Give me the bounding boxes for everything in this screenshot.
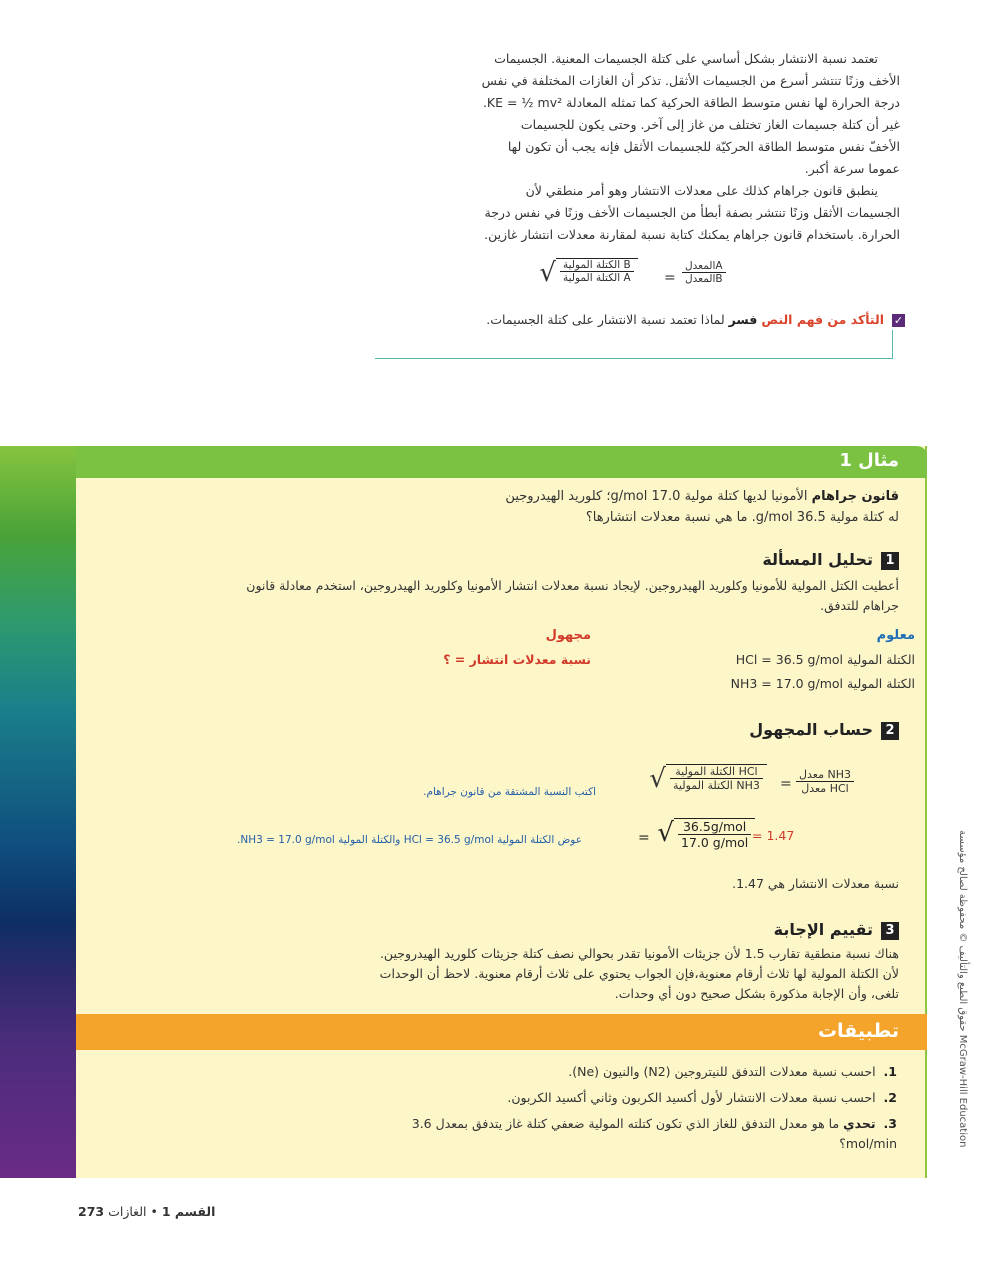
intro-line: ينطبق قانون جراهام كذلك على معدلات الانتشار وهو أمر منطقي لأن: [525, 183, 878, 198]
f1-note: اكتب النسبة المشتقة من قانون جراهام.: [423, 786, 596, 798]
known-item: الكتلة المولية HCl = 36.5 g/mol: [735, 652, 915, 667]
reading-check-text: لماذا تعتمد نسبة الانتشار على كتلة الجسيمات.: [486, 312, 725, 327]
step3-text: [99, 944, 899, 1004]
rate-b: المعدلB: [685, 273, 723, 285]
item-text: ما هو معدل التدفق للغاز الذي تكون كتلته المولية ضعفي كتلة غاز يتدفق بمعدل 3.6 mol/min؟: [411, 1116, 897, 1151]
problem-statement: [99, 486, 899, 528]
step2-title: حساب المجهول: [749, 720, 873, 739]
intro-line: الأخفّ نفس متوسط الطاقة الحركيّة للجسيمات الأثقل فإنه يجب أن تكون لها: [507, 139, 900, 154]
f2-note: عوض الكتلة المولية HCl = 36.5 g/mol والكتلة المولية NH3 = 17.0 g/mol.: [237, 834, 582, 846]
f1-mass-den: الكتلة المولية NH3: [673, 779, 760, 792]
graham-formula: √ $\frac{\text{الكتلة المولية B}}{\text{الكتلة المولية A}}$ = المعدلA المعدلB: [548, 258, 738, 300]
problem-line: الأمونيا لديها كتلة مولية 17.0 g/mol؛ كلوريد الهيدروجين: [505, 489, 812, 504]
unknown-block: [371, 624, 591, 672]
applications-list: [377, 1062, 897, 1160]
applications-title: تطبيقات: [817, 1020, 899, 1042]
intro-line: تعتمد نسبة الانتشار بشكل أساسي على كتلة الجسيمات المعنية. الجسيمات: [494, 51, 878, 66]
step3-line: لأن الكتلة المولية لها ثلاث أرقام معنوية،فإن الجواب يحتوي على ثلاث أرقام معنوية. لاحظ أن الوحدات: [379, 966, 899, 981]
item-bold: تحدي: [843, 1116, 876, 1131]
step3-number: 3: [881, 922, 899, 940]
applications-header: [76, 1014, 927, 1050]
f1-rate-den: معدل HCl: [801, 782, 849, 795]
result-line: نسبة معدلات الانتشار هي 1.47.: [732, 876, 899, 891]
intro-line: عموما سرعة أكبر.: [804, 161, 900, 176]
step3-heading: [774, 920, 899, 940]
unknown-item: نسبة معدلات انتشار = ؟: [443, 652, 591, 667]
item-number: 1.: [883, 1064, 897, 1079]
rate-a: المعدلA: [682, 260, 726, 273]
reading-check: [375, 312, 905, 327]
f2-result: = 1.47: [752, 828, 795, 843]
item-text: احسب نسبة معدلات التدفق للنيتروجين (N2) والنيون (Ne).: [568, 1064, 876, 1079]
intro-line: الجسيمات الأثقل وزنًا تنتشر بصفة أبطأ من الجسيمات الأخف وزنًا في نفس درجة: [484, 205, 900, 220]
step1-line: أعطيت الكتل المولية للأمونيا وكلوريد الهيدروجين. لإيجاد نسبة معدلات انتشار الأمونيا وكلوريد الهيدروجين، استخدم معادلة قانون: [246, 578, 899, 593]
reading-check-lead: التأكد من فهم النص: [761, 312, 885, 327]
footer-section: القسم 1: [161, 1204, 216, 1219]
mass-a: الكتلة المولية A: [563, 272, 631, 284]
page-number: 273: [78, 1204, 105, 1219]
item-text: احسب نسبة معدلات الانتشار لأول أكسيد الكربون وثاني أكسيد الكربون.: [507, 1090, 876, 1105]
footer-topic: الغازات: [108, 1204, 147, 1219]
reading-check-verb: فسر: [728, 312, 758, 327]
intro-text: [370, 48, 900, 246]
step3-title: تقييم الإجابة: [773, 920, 873, 939]
intro-line: الحرارة. باستخدام قانون جراهام يمكنك كتابة نسبة لمقارنة معدلات انتشار غازين.: [484, 227, 900, 242]
mass-b: √ الكتلة المولية B: [560, 259, 634, 272]
f1-mass-num: √ الكتلة المولية HCl: [670, 765, 763, 779]
step1-heading: [762, 550, 899, 570]
intro-line: درجة الحرارة لها نفس متوسط الطاقة الحركية كما تمثله المعادلة KE = ½ mv².: [482, 95, 900, 110]
unknown-title: مجهول: [545, 628, 591, 643]
step2-heading: [749, 720, 899, 740]
copyright-text: حقوق الطبع والتأليف © محفوظة لصالح مؤسسة McGraw-Hill Education: [957, 830, 968, 1148]
item-number: 3.: [883, 1116, 897, 1131]
copyright-side: [948, 830, 968, 1170]
example-header: [76, 446, 927, 478]
step1-text: [99, 576, 899, 616]
divider: [375, 358, 893, 359]
f2-num: √ 36.5g/mol: [678, 819, 751, 835]
page-footer: [64, 1204, 215, 1219]
list-item: [377, 1088, 897, 1108]
f2-den: 17.0 g/mol: [681, 835, 749, 850]
step1-title: تحليل المسألة: [762, 550, 873, 569]
formula-rates: √ $\frac{\text{الكتلة المولية HCl}}{\text{الكتلة المولية NH3}}$ = معدل NH3 معدل HCl: [656, 764, 876, 810]
known-item: الكتلة المولية NH3 = 17.0 g/mol: [730, 676, 915, 691]
problem-bold: قانون جراهام: [811, 489, 899, 504]
step1-line: جراهام للتدفق.: [820, 598, 899, 613]
known-title: معلوم: [876, 628, 915, 643]
step3-line: هناك نسبة منطقية تقارب 1.5 لأن جزيئات الأمونيا تقدر بحوالي نصف كتلة جزيئات كلوريد الهيدروجين.: [379, 946, 899, 961]
list-item: [377, 1062, 897, 1082]
problem-line: له كتلة مولية 36.5 g/mol. ما هي نسبة معدلات انتشارها؟: [585, 510, 899, 525]
check-icon: ✓: [893, 314, 904, 327]
decorative-strip: [0, 446, 76, 1178]
step3-line: تلغى، وأن الإجابة مذكورة بشكل صحيح دون أي وحدات.: [614, 986, 899, 1001]
list-item: [377, 1114, 897, 1154]
intro-line: غير أن كتلة جسيمات الغاز تختلف من غاز إلى آخر. وحتى يكون للجسيمات: [520, 117, 900, 132]
step2-number: 2: [881, 722, 899, 740]
item-number: 2.: [883, 1090, 897, 1105]
known-block: [655, 624, 915, 696]
formula-substituted: = √ $\frac{\text{36.5g/mol}}{\text{17.0 g/mol}}$ = 1.47: [636, 818, 836, 860]
example-box: [76, 446, 927, 1178]
f1-rate-num: معدل NH3: [796, 768, 854, 782]
step1-number: 1: [881, 552, 899, 570]
divider: [892, 330, 893, 359]
intro-line: الأخف وزنًا تنتشر أسرع من الجسيمات الأثقل. تذكر أن الغازات المختلفة في نفس: [481, 73, 900, 88]
footer-bullet: •: [150, 1204, 158, 1219]
example-title: مثال 1: [839, 450, 899, 471]
